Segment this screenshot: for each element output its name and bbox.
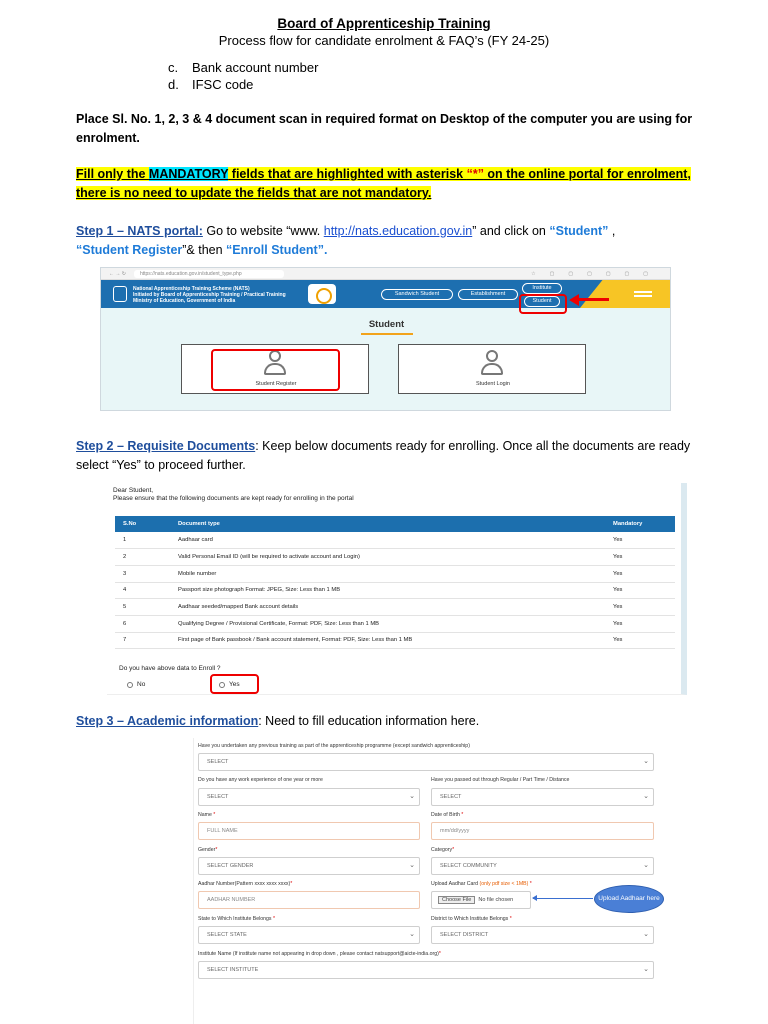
row-sno: 5 <box>115 599 170 616</box>
row-mandatory: Yes <box>605 549 675 566</box>
student-register-term: “Student Register <box>76 243 183 257</box>
state-label: State to Which Institute Belongs * <box>198 916 276 922</box>
chevron-down-icon: ⌄ <box>643 862 649 869</box>
highlighted-instruction <box>76 167 691 200</box>
chevron-down-icon: ⌄ <box>409 862 415 869</box>
student-term: “Student” <box>549 224 609 238</box>
select-value: SELECT DISTRICT <box>440 932 489 938</box>
column-header: S.No <box>115 516 170 532</box>
then-text: ”& then <box>182 243 227 257</box>
step3-paragraph <box>76 712 696 731</box>
row-doc: Qualifying Degree / Provisional Certificate, Format: PDF, Size: Less than 1 MB <box>170 615 605 632</box>
browser-url: https://nats.education.gov.in/student_type.php <box>134 270 284 278</box>
org-text <box>133 286 286 304</box>
step1-text-2: ” and click on <box>472 224 550 238</box>
select-value: SELECT <box>207 794 229 800</box>
radio-yes-label: Yes <box>229 681 240 688</box>
column-header: Document type <box>170 516 605 532</box>
student-login-label: Student Login <box>476 381 510 387</box>
row-sno: 2 <box>115 549 170 566</box>
fill-prefix: Fill only the <box>76 167 149 181</box>
browser-toolbar-icons: ☆▢▢▢▢▢▢ <box>531 270 662 277</box>
org-line-2: Initiated by Board of Apprenticeship Training / Practical Training <box>133 292 286 298</box>
previous-training-label: Have you undertaken any previous training as part of the apprenticeship programme (except sandwich apprenticeship) <box>198 743 470 749</box>
upload-aadhar-field[interactable] <box>431 891 531 909</box>
enroll-question: Do you have above data to Enroll ? <box>119 665 221 672</box>
documents-intro <box>113 487 354 503</box>
nats-logo-icon <box>308 284 336 304</box>
radio-circle-icon <box>127 682 133 688</box>
nats-portal-link[interactable]: http://nats.education.gov.in <box>323 224 473 238</box>
dob-input[interactable]: mm/dd/yyyy <box>431 822 654 840</box>
aadhar-label: Aadhar Number(Pattern xxxx xxxx xxxx)* <box>198 881 293 887</box>
aadhar-input[interactable]: AADHAR NUMBER <box>198 891 420 909</box>
enroll-student-term: “Enroll Student”. <box>226 243 328 257</box>
work-experience-select[interactable] <box>198 788 420 806</box>
yes-highlight-box <box>210 674 259 694</box>
state-select[interactable] <box>198 926 420 944</box>
table-row <box>115 615 675 632</box>
step3-text: : Need to fill education information here. <box>258 714 480 728</box>
name-input[interactable]: FULL NAME <box>198 822 420 840</box>
column-header: Mandatory <box>605 516 675 532</box>
row-mandatory: Yes <box>605 582 675 599</box>
step2-label: Step 2 – Requisite Documents <box>76 439 256 453</box>
row-sno: 6 <box>115 615 170 632</box>
list-item-text: Bank account number <box>192 60 319 75</box>
table-row <box>115 565 675 582</box>
upload-aadhaar-callout: Upload Aadhaar here <box>594 885 664 913</box>
step1-paragraph <box>76 222 696 260</box>
browser-nav-icons: ← → ↻ <box>109 270 126 277</box>
district-label: District to Which Institute Belongs * <box>431 916 512 922</box>
category-select[interactable] <box>431 857 654 875</box>
list-item <box>168 59 318 76</box>
comma: , <box>608 224 616 238</box>
menu-icon[interactable] <box>634 291 652 297</box>
no-file-text: No file chosen <box>478 897 514 903</box>
step3-label: Step 3 – Academic information <box>76 714 259 728</box>
row-sno: 4 <box>115 582 170 599</box>
row-doc: Valid Personal Email ID (will be required to activate account and Login) <box>170 549 605 566</box>
list-item-text: IFSC code <box>192 77 254 92</box>
fill-suffix: on the online portal for enrolment, there is no need to update the fields that are not mandatory. <box>76 167 691 200</box>
step1-text: Go to website “www. <box>202 224 324 238</box>
passed-out-select[interactable] <box>431 788 654 806</box>
row-mandatory: Yes <box>605 532 675 549</box>
row-mandatory: Yes <box>605 565 675 582</box>
chevron-down-icon: ⌄ <box>643 931 649 938</box>
row-mandatory: Yes <box>605 615 675 632</box>
nats-portal-screenshot <box>100 267 671 411</box>
step2-text: : Keep below documents ready for enrolling. Once all the documents are ready select “Yes” to proceed further. <box>76 439 691 472</box>
sandwich-student-button[interactable]: Sandwich Student <box>381 289 453 300</box>
browser-bar <box>101 268 670 280</box>
passed-out-label: Have you passed out through Regular / Part Time / Distance <box>431 777 570 783</box>
document-title: Board of Apprenticeship Training <box>277 16 491 31</box>
list-item <box>168 76 318 93</box>
work-experience-label: Do you have any work experience of one year or more <box>198 777 323 783</box>
select-value: SELECT INSTITUTE <box>207 967 259 973</box>
institute-select[interactable] <box>198 961 654 979</box>
gender-select[interactable] <box>198 857 420 875</box>
emblem-icon <box>113 286 127 302</box>
row-sno: 1 <box>115 532 170 549</box>
table-header-row <box>115 516 675 532</box>
step2-paragraph <box>76 437 706 475</box>
chevron-down-icon: ⌄ <box>409 793 415 800</box>
ensure-text: Please ensure that the following documents are kept ready for enrolling in the portal <box>113 495 354 502</box>
academic-form-screenshot <box>193 738 660 1024</box>
chevron-down-icon: ⌄ <box>643 793 649 800</box>
table-row <box>115 599 675 616</box>
chevron-down-icon: ⌄ <box>409 931 415 938</box>
select-value: SELECT <box>207 759 229 765</box>
row-doc: Passport size photograph Format: JPEG, Size: Less than 1 MB <box>170 582 605 599</box>
nats-navbar <box>101 280 670 308</box>
select-value: SELECT <box>440 794 462 800</box>
annotation-arrow-icon <box>569 294 579 306</box>
district-select[interactable] <box>431 926 654 944</box>
upload-aadhar-label: Upload Aadhar Card (only pdf size < 1MB) * <box>431 881 532 887</box>
table-row <box>115 549 675 566</box>
document-header <box>0 16 768 48</box>
table-row <box>115 582 675 599</box>
radio-no[interactable] <box>127 681 145 688</box>
row-doc: Aadhaar card <box>170 532 605 549</box>
select-value: SELECT COMMUNITY <box>440 863 497 869</box>
requirements-list <box>168 59 318 93</box>
row-doc: Aadhaar seeded/mapped Bank account details <box>170 599 605 616</box>
institute-button[interactable]: Institute <box>522 283 562 294</box>
annotation-arrow-line <box>579 298 609 301</box>
fill-mid: fields that are highlighted with asterisk <box>228 167 467 181</box>
documents-table <box>115 516 675 649</box>
choose-file-button[interactable]: Choose File <box>438 896 475 904</box>
gender-label: Gender* <box>198 847 218 853</box>
previous-training-select[interactable] <box>198 753 654 771</box>
row-doc: Mobile number <box>170 565 605 582</box>
yellow-accent <box>580 280 670 308</box>
org-line-1: National Apprenticeship Training Scheme (NATS) <box>133 286 250 292</box>
heading-underline <box>361 333 413 335</box>
person-icon <box>481 350 503 376</box>
register-highlight-box <box>211 349 340 391</box>
establishment-button[interactable]: Establishment <box>458 289 518 300</box>
row-mandatory: Yes <box>605 632 675 649</box>
step1-label: Step 1 – NATS portal: <box>76 224 203 238</box>
chevron-down-icon: ⌄ <box>643 966 649 973</box>
row-sno: 3 <box>115 565 170 582</box>
category-label: Category* <box>431 847 455 853</box>
row-mandatory: Yes <box>605 599 675 616</box>
dob-label: Date of Birth * <box>431 812 464 818</box>
student-heading: Student <box>368 319 405 330</box>
institute-label: Institute Name (If institute name not appearing in drop down , please contact natsupport@aicte-india.org)* <box>198 951 441 957</box>
row-doc: First page of Bank passbook / Bank account statement, Format: PDF, Size: Less than 1 MB <box>170 632 605 649</box>
student-register-label: Student Register <box>255 381 297 387</box>
mandatory-fields-instruction <box>76 165 696 203</box>
documents-screenshot <box>107 483 687 695</box>
chevron-down-icon: ⌄ <box>643 758 649 765</box>
name-label: Name * <box>198 812 216 818</box>
list-marker: c. <box>168 60 179 75</box>
asterisk-symbol: “*” <box>466 167 484 181</box>
row-sno: 7 <box>115 632 170 649</box>
student-button[interactable]: Student <box>524 296 560 307</box>
table-row <box>115 532 675 549</box>
dear-student: Dear Student, <box>113 487 154 494</box>
place-docs-instruction: Place Sl. No. 1, 2, 3 & 4 document scan in required format on Desktop of the computer you are using for enrolment. <box>76 112 693 145</box>
select-value: SELECT GENDER <box>207 863 254 869</box>
student-login-card[interactable] <box>398 344 586 394</box>
radio-no-label: No <box>137 681 146 688</box>
mandatory-word: MANDATORY <box>148 167 229 181</box>
org-line-3: Ministry of Education, Government of India <box>133 298 236 304</box>
table-row <box>115 632 675 649</box>
callout-arrow-icon <box>533 898 593 899</box>
select-value: SELECT STATE <box>207 932 247 938</box>
document-subtitle: Process flow for candidate enrolment & FAQ’s (FY 24-25) <box>218 33 550 48</box>
student-highlight-box <box>519 294 567 314</box>
list-marker: d. <box>168 77 179 92</box>
